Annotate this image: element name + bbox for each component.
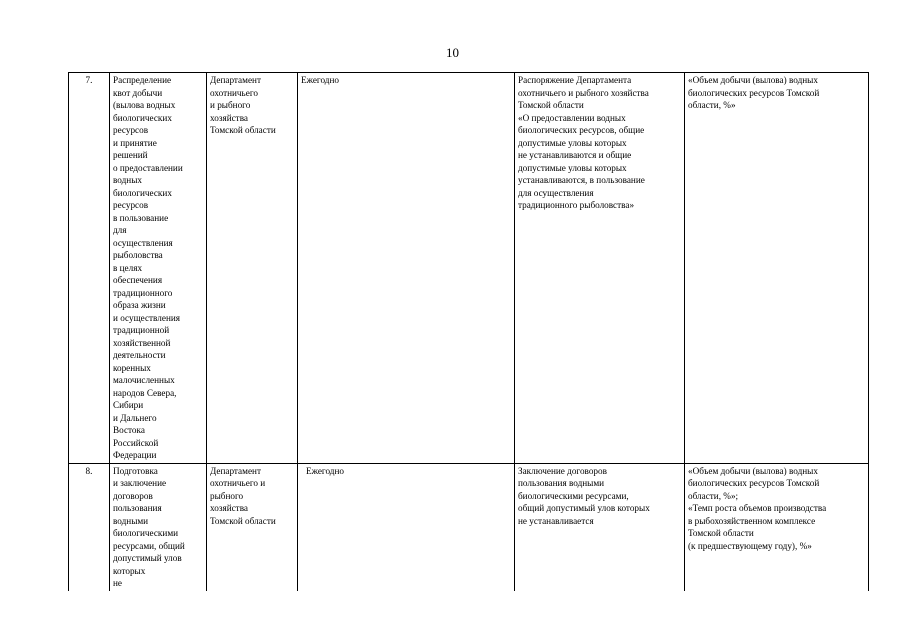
table-row xyxy=(69,73,869,464)
document-cell: Распоряжение Департамента охотничьего и рыбного хозяйства Томской области «О предоставлении водных биологических ресурсов, общие допустимые уловы которых не устанавливаются и общие допустимые уловы которых устанавливаются, в пользование для осуществления традиционного рыболовства» xyxy=(515,73,685,464)
period-cell: Ежегодно xyxy=(298,463,515,591)
document-cell: Заключение договоров пользования водными биологическими ресурсами, общий допустимый улов которых не устанавливается xyxy=(515,463,685,591)
executor-cell: Департамент охотничьего и рыбного хозяйства Томской области xyxy=(207,463,298,591)
measures-table xyxy=(68,72,869,591)
period-cell: Ежегодно xyxy=(298,73,515,464)
executor-cell: Департамент охотничьего и рыбного хозяйства Томской области xyxy=(207,73,298,464)
indicator-cell: «Объем добычи (вылова) водных биологических ресурсов Томской области, %»; «Темп роста объемов производства в рыбохозяйственном комплексе Томской области (к предшествующему году), %» xyxy=(685,463,869,591)
row-number: 7. xyxy=(69,73,110,464)
page-number: 10 xyxy=(446,45,459,60)
table-row xyxy=(69,463,869,591)
indicator-cell: «Объем добычи (вылова) водных биологических ресурсов Томской области, %» xyxy=(685,73,869,464)
activity-cell: Подготовка и заключение договоров пользования водными биологическими ресурсами, общий допустимый улов которых не xyxy=(110,463,207,591)
row-number: 8. xyxy=(69,463,110,591)
activity-cell: Распределение квот добычи (вылова водных биологических ресурсов и принятие решений о предоставлении водных биологических ресурсов в пользование для осуществления рыболовства в целях обеспечения традиционного образа жизни и осуществления традиционной хозяйственной деятельности коренных малочисленных народов Севера, Сибири и Дальнего Востока Российской Федерации xyxy=(110,73,207,464)
